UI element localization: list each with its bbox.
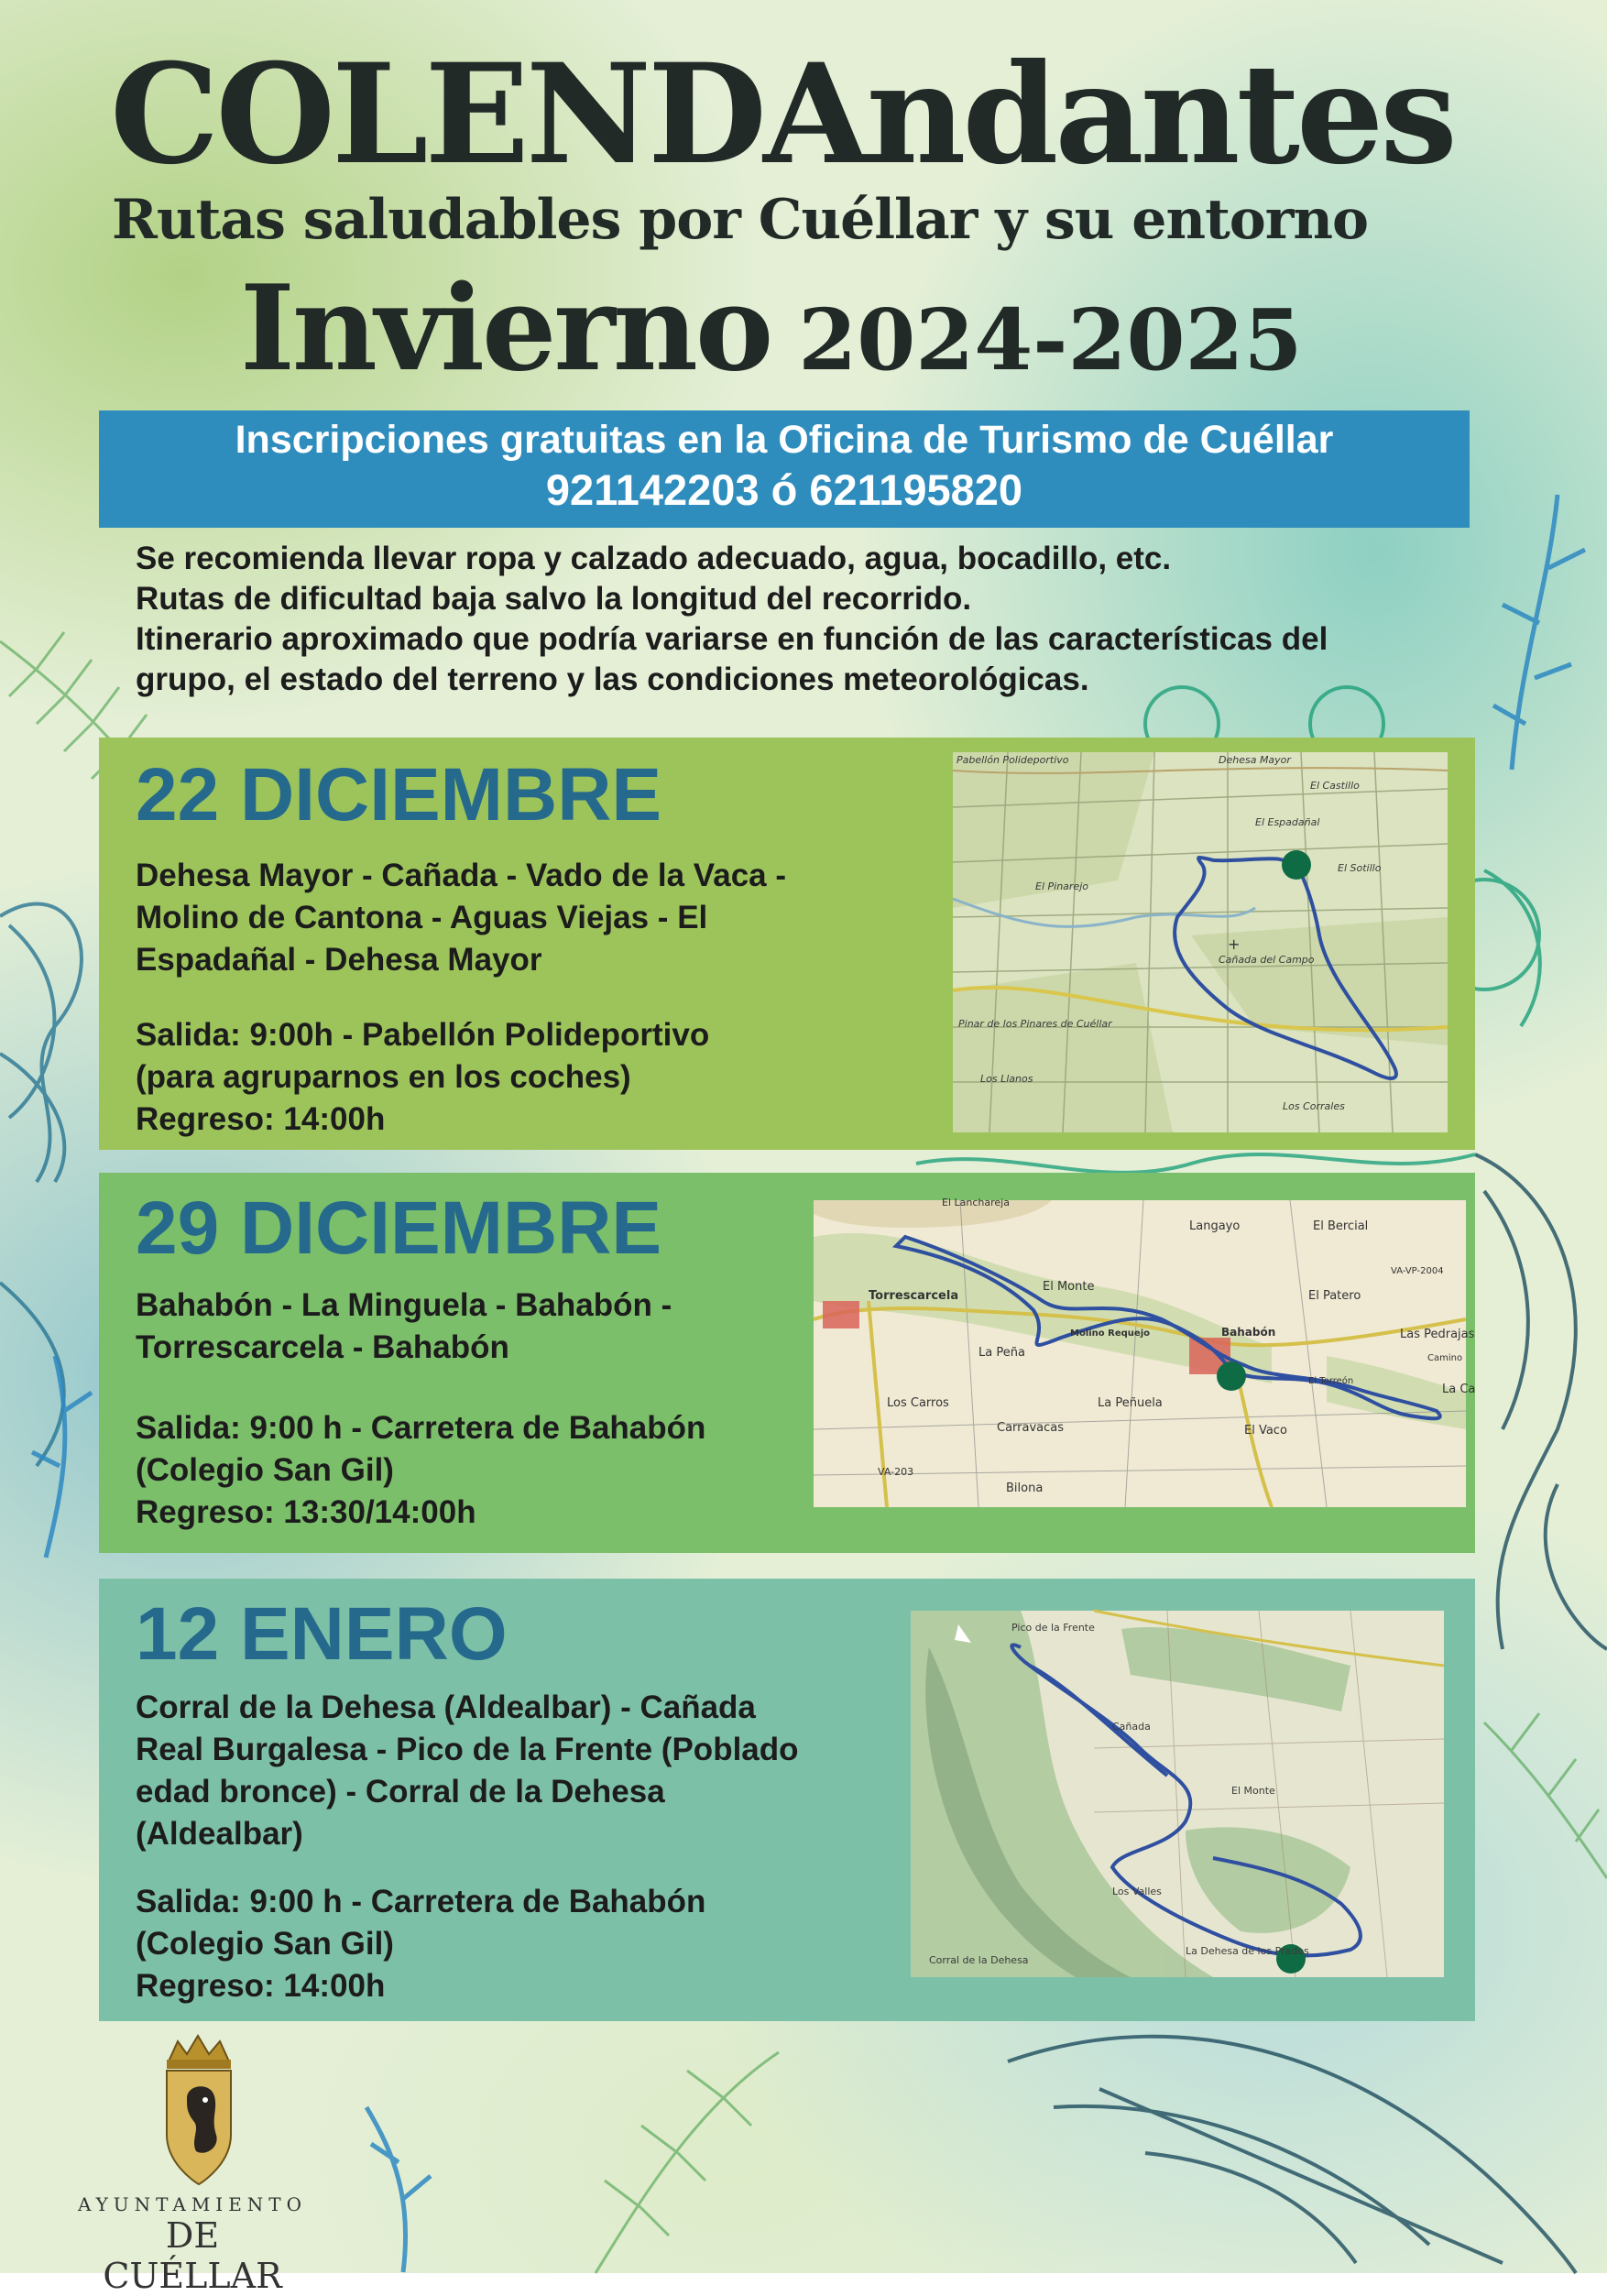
route-itinerary — [136, 1285, 832, 1369]
map-label: El Castillo — [1310, 780, 1360, 792]
map-label: La Dehesa de los Prados — [1186, 1945, 1309, 1957]
map-label: Dehesa Mayor — [1219, 754, 1291, 766]
itinerary-line: (Aldealbar) — [136, 1816, 303, 1852]
registration-text: Inscripciones gratuitas en la Oficina de Turismo de Cuéllar — [235, 418, 1334, 462]
note-line: grupo, el estado del terreno y las condiciones meteorológicas. — [136, 661, 1089, 697]
map-label: El Monte — [1231, 1785, 1275, 1797]
departure-line: (para agruparnos en los coches) — [136, 1059, 631, 1095]
map-label: Los Corrales — [1283, 1100, 1345, 1112]
route-card-29-diciembre — [99, 1173, 1475, 1553]
map-3-drawing — [911, 1611, 1444, 1977]
map-label: El Espadañal — [1255, 816, 1320, 828]
map-label: Langayo — [1189, 1219, 1241, 1233]
itinerary-line: edad bronce) - Corral de la Dehesa — [136, 1774, 665, 1809]
coat-of-arms-icon — [92, 2034, 330, 2190]
route-itinerary — [136, 1687, 942, 1855]
map-label: La Peña — [978, 1346, 1025, 1360]
itinerary-line: Molino de Cantona - Aguas Viejas - El — [136, 900, 708, 935]
route-map-3 — [911, 1611, 1444, 1977]
registration-phones: 921142203 ó 621195820 — [545, 465, 1023, 514]
departure-line: Salida: 9:00 h - Carretera de Bahabón — [136, 1410, 706, 1446]
map-label: Pico de la Frente — [1011, 1622, 1095, 1634]
poster-title: COLENDAndantes — [110, 34, 1454, 195]
map-label: Pinar de los Pinares de Cuéllar — [958, 1018, 1112, 1030]
map-1-drawing — [953, 752, 1448, 1132]
departure-line: (Colegio San Gil) — [136, 1926, 394, 1962]
itinerary-line: Espadañal - Dehesa Mayor — [136, 942, 542, 978]
itinerary-line: Bahabón - La Minguela - Bahabón - — [136, 1287, 672, 1323]
ayuntamiento-logo — [73, 2034, 348, 2296]
return-line: Regreso: 13:30/14:00h — [136, 1494, 476, 1530]
return-line: Regreso: 14:00h — [136, 1101, 386, 1137]
org-name-line1: AYUNTAMIENTO — [77, 2193, 308, 2215]
season-word: Invierno — [240, 260, 771, 398]
map-label: Bahabón — [1221, 1326, 1276, 1339]
map-label: El Vaco — [1244, 1424, 1287, 1438]
map-label: El Pinarejo — [1035, 880, 1088, 892]
route-map-2 — [814, 1197, 1476, 1507]
route-departure — [136, 1881, 942, 2007]
map-2-drawing — [814, 1197, 1476, 1507]
map-label: Cañada — [1112, 1721, 1151, 1733]
return-line: Regreso: 14:00h — [136, 1968, 386, 2004]
route-date: 29 DICIEMBRE — [136, 1186, 662, 1270]
route-map-1 — [953, 752, 1448, 1132]
note-line: Se recomienda llevar ropa y calzado adecuado, agua, bocadillo, etc. — [136, 541, 1172, 576]
departure-line: Salida: 9:00 h - Carretera de Bahabón — [136, 1884, 706, 1919]
map-label: VA-VP-2004 — [1391, 1266, 1444, 1276]
map-label: El Patero — [1308, 1289, 1361, 1303]
route-date: 12 ENERO — [136, 1592, 508, 1676]
map-label: El Sotillo — [1338, 862, 1382, 874]
map-label: Corral de la Dehesa — [929, 1954, 1029, 1966]
left-leaf-outlines — [0, 904, 82, 1466]
map-label: Los Llanos — [980, 1073, 1033, 1085]
map-label: Carravacas — [997, 1421, 1065, 1435]
map-label: El Bercial — [1313, 1219, 1369, 1233]
season-years: 2024-2025 — [798, 290, 1303, 389]
map-label: Bilona — [1006, 1481, 1044, 1495]
map-label: Las Pedrajas — [1400, 1328, 1475, 1341]
map-label: Los Valles — [1112, 1886, 1162, 1897]
map-label: VA-203 — [878, 1466, 914, 1478]
map-label: El Torreón — [1308, 1376, 1354, 1386]
poster-subtitle: Rutas saludables por Cuéllar y su entorno — [112, 188, 1369, 252]
svg-text:+: + — [1228, 935, 1241, 953]
departure-line: (Colegio San Gil) — [136, 1452, 394, 1488]
org-name-line2: DE CUÉLLAR — [103, 2215, 282, 2296]
map-label: Pabellón Polideportivo — [957, 754, 1069, 766]
map-label: Torrescarcela — [869, 1289, 959, 1303]
map-label: El Monte — [1043, 1280, 1095, 1294]
route-date: 22 DICIEMBRE — [136, 753, 662, 836]
itinerary-line: Torrescarcela - Bahabón — [136, 1329, 509, 1365]
map-label: Los Carros — [887, 1396, 949, 1410]
route-itinerary — [136, 855, 942, 981]
map-label: El Lanchareja — [942, 1197, 1010, 1208]
route-departure — [136, 1407, 850, 1534]
season-heading — [240, 260, 1303, 398]
itinerary-line: Dehesa Mayor - Cañada - Vado de la Vaca - — [136, 858, 786, 893]
route-departure — [136, 1014, 942, 1141]
registration-banner — [99, 410, 1470, 528]
route-card-22-diciembre — [99, 738, 1475, 1150]
note-line: Rutas de dificultad baja salvo la longitud del recorrido. — [136, 581, 972, 617]
itinerary-line: Real Burgalesa - Pico de la Frente (Poblado — [136, 1732, 799, 1767]
departure-line: Salida: 9:00h - Pabellón Polideportivo — [136, 1017, 710, 1053]
map-label: Molino Requejo — [1070, 1328, 1150, 1339]
map-label: Camino — [1427, 1353, 1463, 1363]
map-label: La Ca — [1442, 1383, 1476, 1396]
map-label: La Peñuela — [1098, 1396, 1163, 1410]
note-line: Itinerario aproximado que podría variarse en función de las características del — [136, 621, 1328, 657]
route-card-12-enero — [99, 1579, 1475, 2021]
itinerary-line: Corral de la Dehesa (Aldealbar) - Cañada — [136, 1689, 756, 1725]
map-label: Cañada del Campo — [1219, 954, 1315, 966]
recommendations — [136, 539, 1455, 700]
